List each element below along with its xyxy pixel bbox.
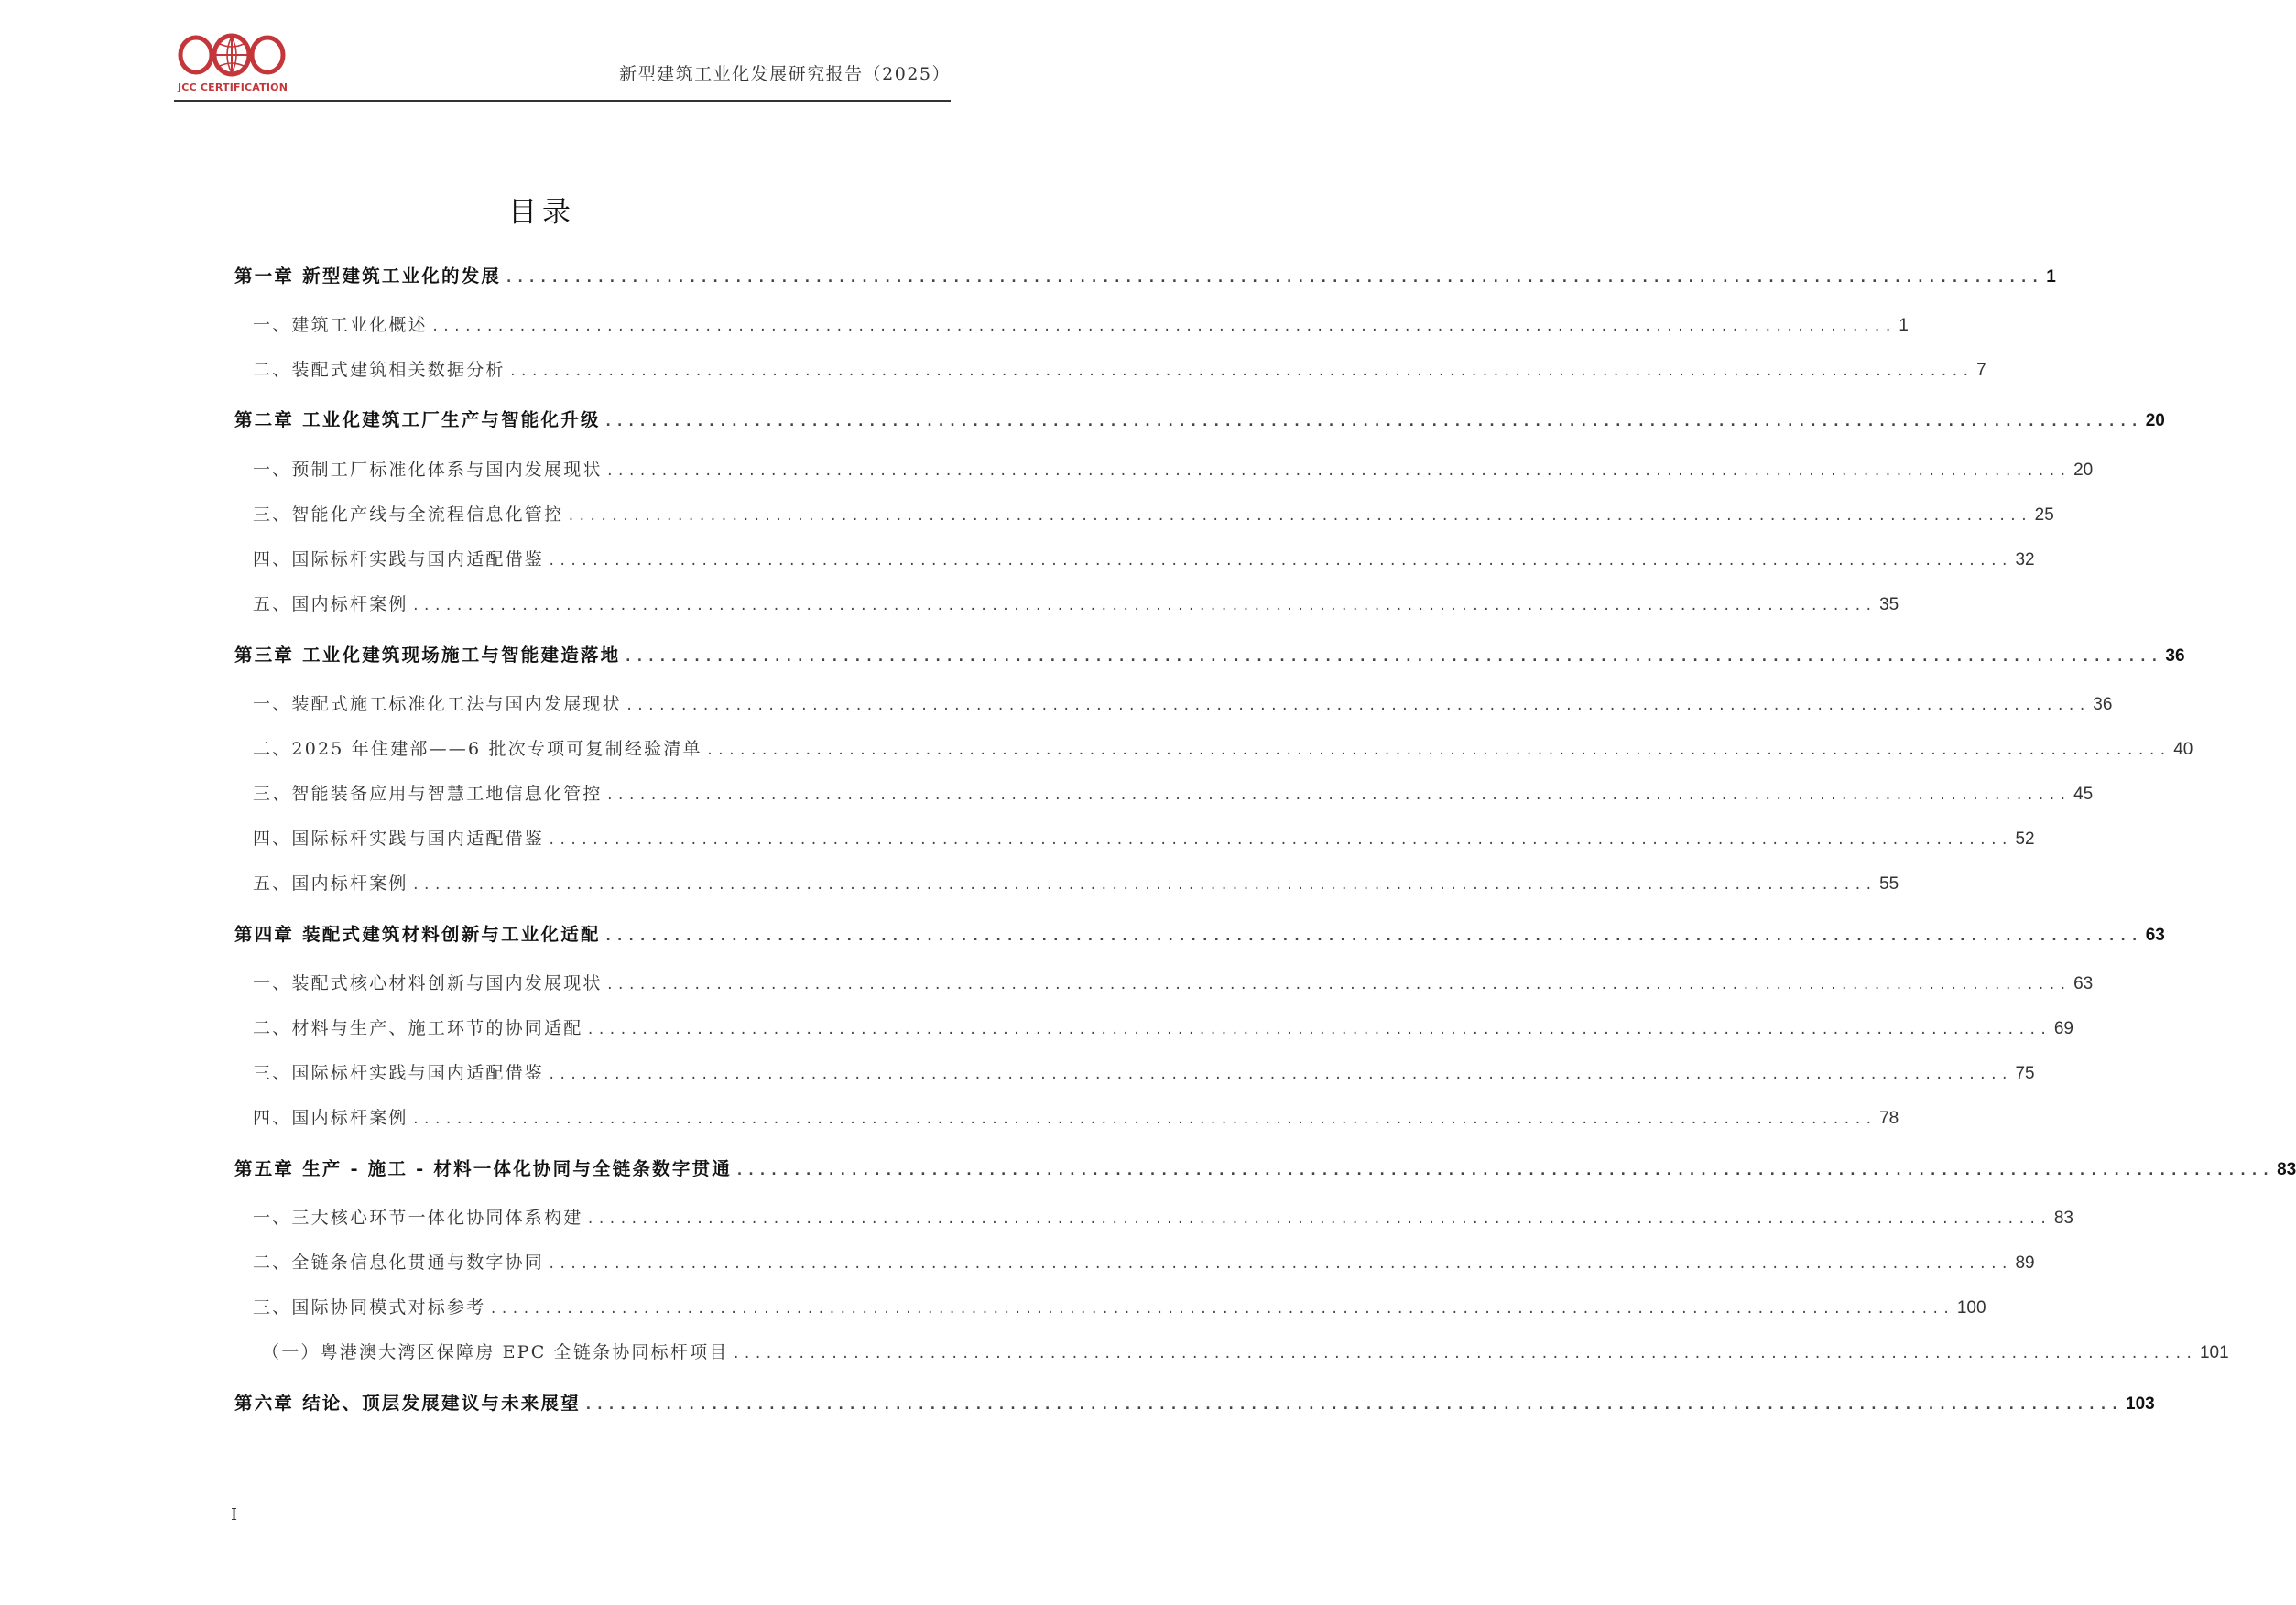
toc-page-number: 1: [2046, 267, 2056, 287]
toc-section[interactable]: [234, 1339, 2229, 1363]
toc-entry-title: 二、材料与生产、施工环节的协同适配: [253, 1018, 583, 1038]
header-divider: [174, 100, 951, 102]
toc-section[interactable]: [234, 456, 2094, 481]
toc-section[interactable]: [234, 1059, 2035, 1084]
toc-chapter[interactable]: [234, 262, 2056, 287]
toc-section[interactable]: [234, 1104, 1899, 1129]
toc-entry-title: 四、国际标杆实践与国内适配借鉴: [253, 829, 545, 849]
toc-leader-dots: ......................................................................................................................................: [605, 788, 2071, 803]
toc-leader-dots: ......................................................................................................................................: [548, 1257, 2012, 1272]
toc-entry-title: 二、2025 年住建部——6 批次专项可复制经验清单: [253, 739, 702, 759]
toc-page-number: 45: [2073, 785, 2094, 804]
toc-leader-dots: ......................................................................................................................................: [624, 648, 2162, 665]
toc-leader-dots: ......................................................................................................................................: [411, 878, 1877, 893]
toc-page-number: 20: [2073, 461, 2094, 480]
toc-page-number: 101: [2199, 1343, 2229, 1362]
toc-page-number: 40: [2173, 740, 2193, 759]
toc-leader-dots: ......................................................................................................................................: [605, 464, 2071, 479]
toc-section[interactable]: [234, 501, 2054, 526]
toc-entry-title: 四、国内标杆案例: [253, 1108, 408, 1128]
toc-leader-dots: ......................................................................................................................................: [604, 413, 2142, 429]
toc-leader-dots: ......................................................................................................................................: [548, 1068, 2012, 1082]
toc-section[interactable]: [234, 735, 2193, 760]
toc-section[interactable]: [234, 546, 2035, 570]
toc-title: 目录: [508, 196, 576, 229]
toc-section[interactable]: [234, 690, 2113, 715]
logo-text: JCC CERTIFICATION: [178, 81, 288, 93]
toc-leader-dots: ......................................................................................................................................: [505, 269, 2043, 286]
toc-page-number: 63: [2073, 974, 2094, 993]
toc-section[interactable]: [234, 1294, 1986, 1318]
toc-section[interactable]: [234, 870, 1899, 895]
toc-entry-title: 一、装配式核心材料创新与国内发展现状: [253, 973, 603, 993]
toc-leader-dots: ......................................................................................................................................: [548, 833, 2012, 848]
toc-section[interactable]: [234, 1249, 2035, 1274]
toc-entry-title: 一、装配式施工标准化工法与国内发展现状: [253, 694, 622, 714]
header-title: 新型建筑工业化发展研究报告（2025）: [619, 64, 951, 84]
toc-entry-title: 四、国际标杆实践与国内适配借鉴: [253, 549, 545, 569]
toc-leader-dots: ......................................................................................................................................: [430, 320, 1896, 334]
toc-entry-title: 第六章 结论、顶层发展建议与未来展望: [234, 1393, 581, 1414]
toc-entry-title: 第四章 装配式建筑材料创新与工业化适配: [234, 924, 601, 945]
toc-chapter[interactable]: [234, 406, 2165, 431]
toc-entry-title: 第一章 新型建筑工业化的发展: [234, 266, 502, 287]
jcc-logo: [178, 33, 288, 97]
toc-leader-dots: ......................................................................................................................................: [583, 1396, 2123, 1413]
toc-chapter[interactable]: [234, 1389, 2155, 1415]
toc-leader-dots: ......................................................................................................................................: [567, 509, 2031, 524]
toc-page-number: 78: [1879, 1109, 1899, 1128]
toc-page-number: 35: [1879, 595, 1899, 614]
toc-leader-dots: ......................................................................................................................................: [735, 1162, 2274, 1178]
toc-entry-title: 五、国内标杆案例: [253, 873, 408, 894]
toc-leader-dots: ......................................................................................................................................: [586, 1212, 2051, 1227]
toc-chapter[interactable]: [234, 1155, 2296, 1180]
toc-entry-title: 二、装配式建筑相关数据分析: [253, 360, 506, 380]
toc-leader-dots: ......................................................................................................................................: [508, 364, 1974, 379]
toc-entry-title: 三、国际标杆实践与国内适配借鉴: [253, 1063, 545, 1083]
toc-page-number: 32: [2015, 550, 2035, 569]
toc-page-number: 36: [2093, 695, 2113, 714]
toc-section[interactable]: [234, 311, 1909, 336]
toc-entry-title: 五、国内标杆案例: [253, 594, 408, 614]
logo-rings-icon: [178, 33, 288, 81]
toc-entry-title: 二、全链条信息化贯通与数字协同: [253, 1253, 545, 1273]
toc-leader-dots: ......................................................................................................................................: [586, 1023, 2051, 1037]
toc-page-number: 1: [1899, 316, 1909, 335]
toc-page-number: 69: [2053, 1019, 2073, 1038]
toc-leader-dots: ......................................................................................................................................: [548, 554, 2012, 569]
toc-page-number: 63: [2145, 926, 2165, 945]
toc-entry-title: 第五章 生产 - 施工 - 材料一体化协同与全链条数字贯通: [234, 1158, 732, 1179]
page-number: I: [231, 1505, 238, 1524]
toc-chapter[interactable]: [234, 920, 2165, 946]
toc-section[interactable]: [234, 591, 1899, 615]
toc-section[interactable]: [234, 780, 2094, 805]
toc-page-number: 103: [2126, 1394, 2155, 1414]
toc-page-number: 25: [2034, 505, 2054, 525]
toc-entry-title: 第三章 工业化建筑现场施工与智能建造落地: [234, 645, 621, 666]
toc-entry-title: 一、预制工厂标准化体系与国内发展现状: [253, 460, 603, 480]
toc-leader-dots: ......................................................................................................................................: [411, 599, 1877, 613]
toc-section[interactable]: [234, 825, 2035, 850]
toc-page-number: 89: [2015, 1253, 2035, 1273]
toc-leader-dots: ......................................................................................................................................: [732, 1347, 2196, 1361]
toc-leader-dots: ......................................................................................................................................: [605, 978, 2071, 992]
toc-leader-dots: ......................................................................................................................................: [705, 743, 2171, 758]
toc-leader-dots: ......................................................................................................................................: [625, 699, 2090, 713]
toc-page-number: 75: [2015, 1064, 2035, 1083]
toc-page-number: 100: [1956, 1298, 1986, 1318]
toc-chapter[interactable]: [234, 641, 2185, 667]
toc-section[interactable]: [234, 356, 1986, 381]
toc-entry-title: 一、建筑工业化概述: [253, 315, 428, 335]
toc-section[interactable]: [234, 1014, 2073, 1039]
toc-section[interactable]: [234, 1204, 2073, 1229]
toc-entry-title: 第二章 工业化建筑工厂生产与智能化升级: [234, 409, 601, 430]
toc-page-number: 55: [1879, 874, 1899, 894]
toc-entry-title: 三、智能装备应用与智慧工地信息化管控: [253, 784, 603, 804]
toc-entry-title: 三、国际协同模式对标参考: [253, 1297, 486, 1318]
toc-page-number: 7: [1976, 361, 1986, 380]
toc-page-number: 20: [2145, 411, 2165, 430]
toc-entry-title: （一）粤港澳大湾区保障房 EPC 全链条协同标杆项目: [262, 1342, 729, 1362]
toc-entry-title: 一、三大核心环节一体化协同体系构建: [253, 1208, 583, 1228]
toc-page-number: 52: [2015, 830, 2035, 849]
toc-page-number: 36: [2165, 646, 2185, 666]
toc-leader-dots: ......................................................................................................................................: [411, 1112, 1877, 1127]
toc-page-number: 83: [2277, 1160, 2296, 1179]
toc-leader-dots: ......................................................................................................................................: [604, 927, 2142, 944]
toc-entry-title: 三、智能化产线与全流程信息化管控: [253, 504, 564, 525]
toc-leader-dots: ......................................................................................................................................: [489, 1302, 1953, 1317]
toc-section[interactable]: [234, 970, 2094, 994]
toc-page-number: 83: [2053, 1209, 2073, 1228]
